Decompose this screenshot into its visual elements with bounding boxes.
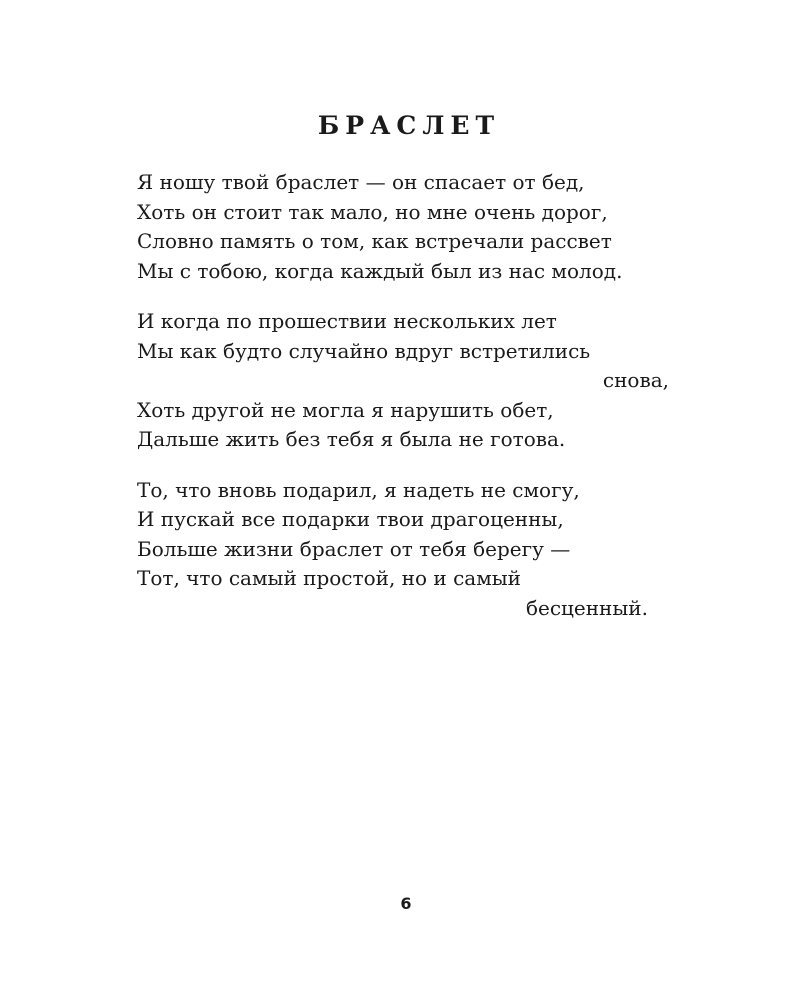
poem-line: Хоть другой не могла я нарушить обет, <box>137 397 554 422</box>
poem-body <box>137 168 697 644</box>
page-number: 6 <box>400 894 412 913</box>
poem-line: Больше жизни браслет от тебя берегу — <box>137 536 571 561</box>
poem-line-carryover: снова, <box>602 368 669 392</box>
stanza-2 <box>137 307 697 455</box>
poem-line: Мы с тобою, когда каждый был из нас молод. <box>137 258 623 283</box>
poem-line: Тот, что самый простой, но и самый <box>137 566 522 590</box>
poem-line: Мы как будто случайно вдруг встретились <box>137 338 591 363</box>
poem-line: Я ношу твой браслет — он спасает от бед, <box>137 170 585 194</box>
poem-line-carryover: бесценный. <box>525 595 648 620</box>
poem-line: И когда по прошествии нескольких лет <box>137 309 557 333</box>
poem-line: И пускай все подарки твои драгоценны, <box>137 507 564 531</box>
poem-line: Дальше жить без тебя я была не готова. <box>137 427 566 451</box>
stanza-1 <box>137 168 697 286</box>
poem-line: Хоть он стоит так мало, но мне очень дорог, <box>137 199 608 224</box>
stanza-3 <box>137 476 697 624</box>
poem-line: Словно память о том, как встречали рассвет <box>137 229 612 253</box>
poem-title: БРАСЛЕТ <box>317 111 501 140</box>
poem-line: То, что вновь подарил, я надеть не смогу, <box>137 477 580 502</box>
